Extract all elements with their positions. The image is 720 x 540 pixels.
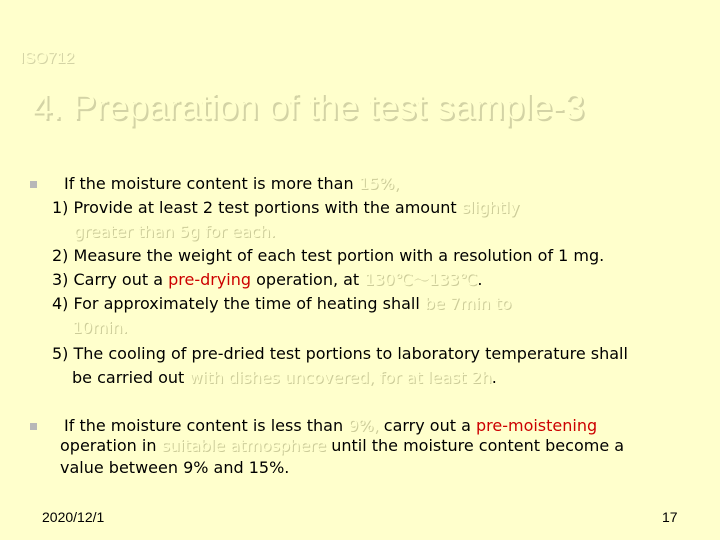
slide-title: 4. Preparation of the test sample-3 — [32, 86, 585, 127]
step4-highlight-1: be 7min to — [424, 294, 512, 313]
step3-text-a: 3) Carry out a — [52, 270, 169, 289]
page-number: 17 — [662, 509, 678, 525]
step5-text-a: 5) The cooling of pre-dried test portions to laboratory temperature shall — [52, 344, 628, 363]
step3-line — [52, 270, 482, 290]
bullet2-intro: If the moisture content is less than — [64, 416, 349, 435]
step2-text: 2) Measure the weight of each test portion with a resolution of 1 mg. — [52, 246, 605, 265]
bullet2-mid: carry out a — [378, 416, 476, 435]
bullet2-line-3 — [60, 458, 289, 478]
footer-date: 2020/12/1 — [42, 509, 105, 525]
bullet-marker-1 — [30, 181, 37, 188]
bullet1-intro: If the moisture content is more than — [64, 174, 359, 193]
bullet2-threshold: 9%, — [348, 416, 379, 435]
step5-line — [52, 344, 628, 364]
step3-pre-drying: pre-drying — [168, 270, 252, 289]
bullet2-intro-line — [64, 416, 597, 436]
step1-line — [52, 198, 519, 218]
step3-text-c: . — [477, 270, 483, 289]
bullet2-line3: value between 9% and 15%. — [60, 458, 290, 477]
bullet2-pre-moistening: pre-moistening — [475, 416, 598, 435]
step5-highlight: with dishes uncovered, for at least 2h — [189, 368, 492, 387]
step1-highlight-1: slightly — [461, 198, 520, 217]
bullet1-threshold: 15%, — [358, 174, 400, 193]
step5-text-b: be carried out — [72, 368, 190, 387]
step2-line — [52, 246, 604, 266]
bullet2-line-2 — [60, 436, 624, 456]
bullet2-atmosphere: suitable atmosphere — [161, 436, 327, 455]
step1-text: 1) Provide at least 2 test portions with the amount — [52, 198, 462, 217]
bullet-marker-2 — [30, 423, 37, 430]
step1-highlight-2: greater than 5g for each. — [74, 222, 276, 241]
step3-text-b: operation, at — [251, 270, 365, 289]
bullet2-line2-a: operation in — [60, 436, 162, 455]
step4-line — [52, 294, 511, 314]
bullet1-intro-line — [64, 174, 399, 194]
step5-text-c: . — [491, 368, 497, 387]
step4-text: 4) For approximately the time of heating shall — [52, 294, 425, 313]
step3-temperature: 130℃～133℃ — [364, 270, 478, 289]
header-tag: ISO712 — [20, 50, 75, 67]
step5-line-2 — [72, 368, 497, 388]
step4-line-2 — [72, 318, 128, 338]
bullet2-line2-b: until the moisture content become a — [326, 436, 625, 455]
step4-highlight-2: 10min. — [72, 318, 128, 337]
step1-line-2 — [74, 222, 275, 242]
